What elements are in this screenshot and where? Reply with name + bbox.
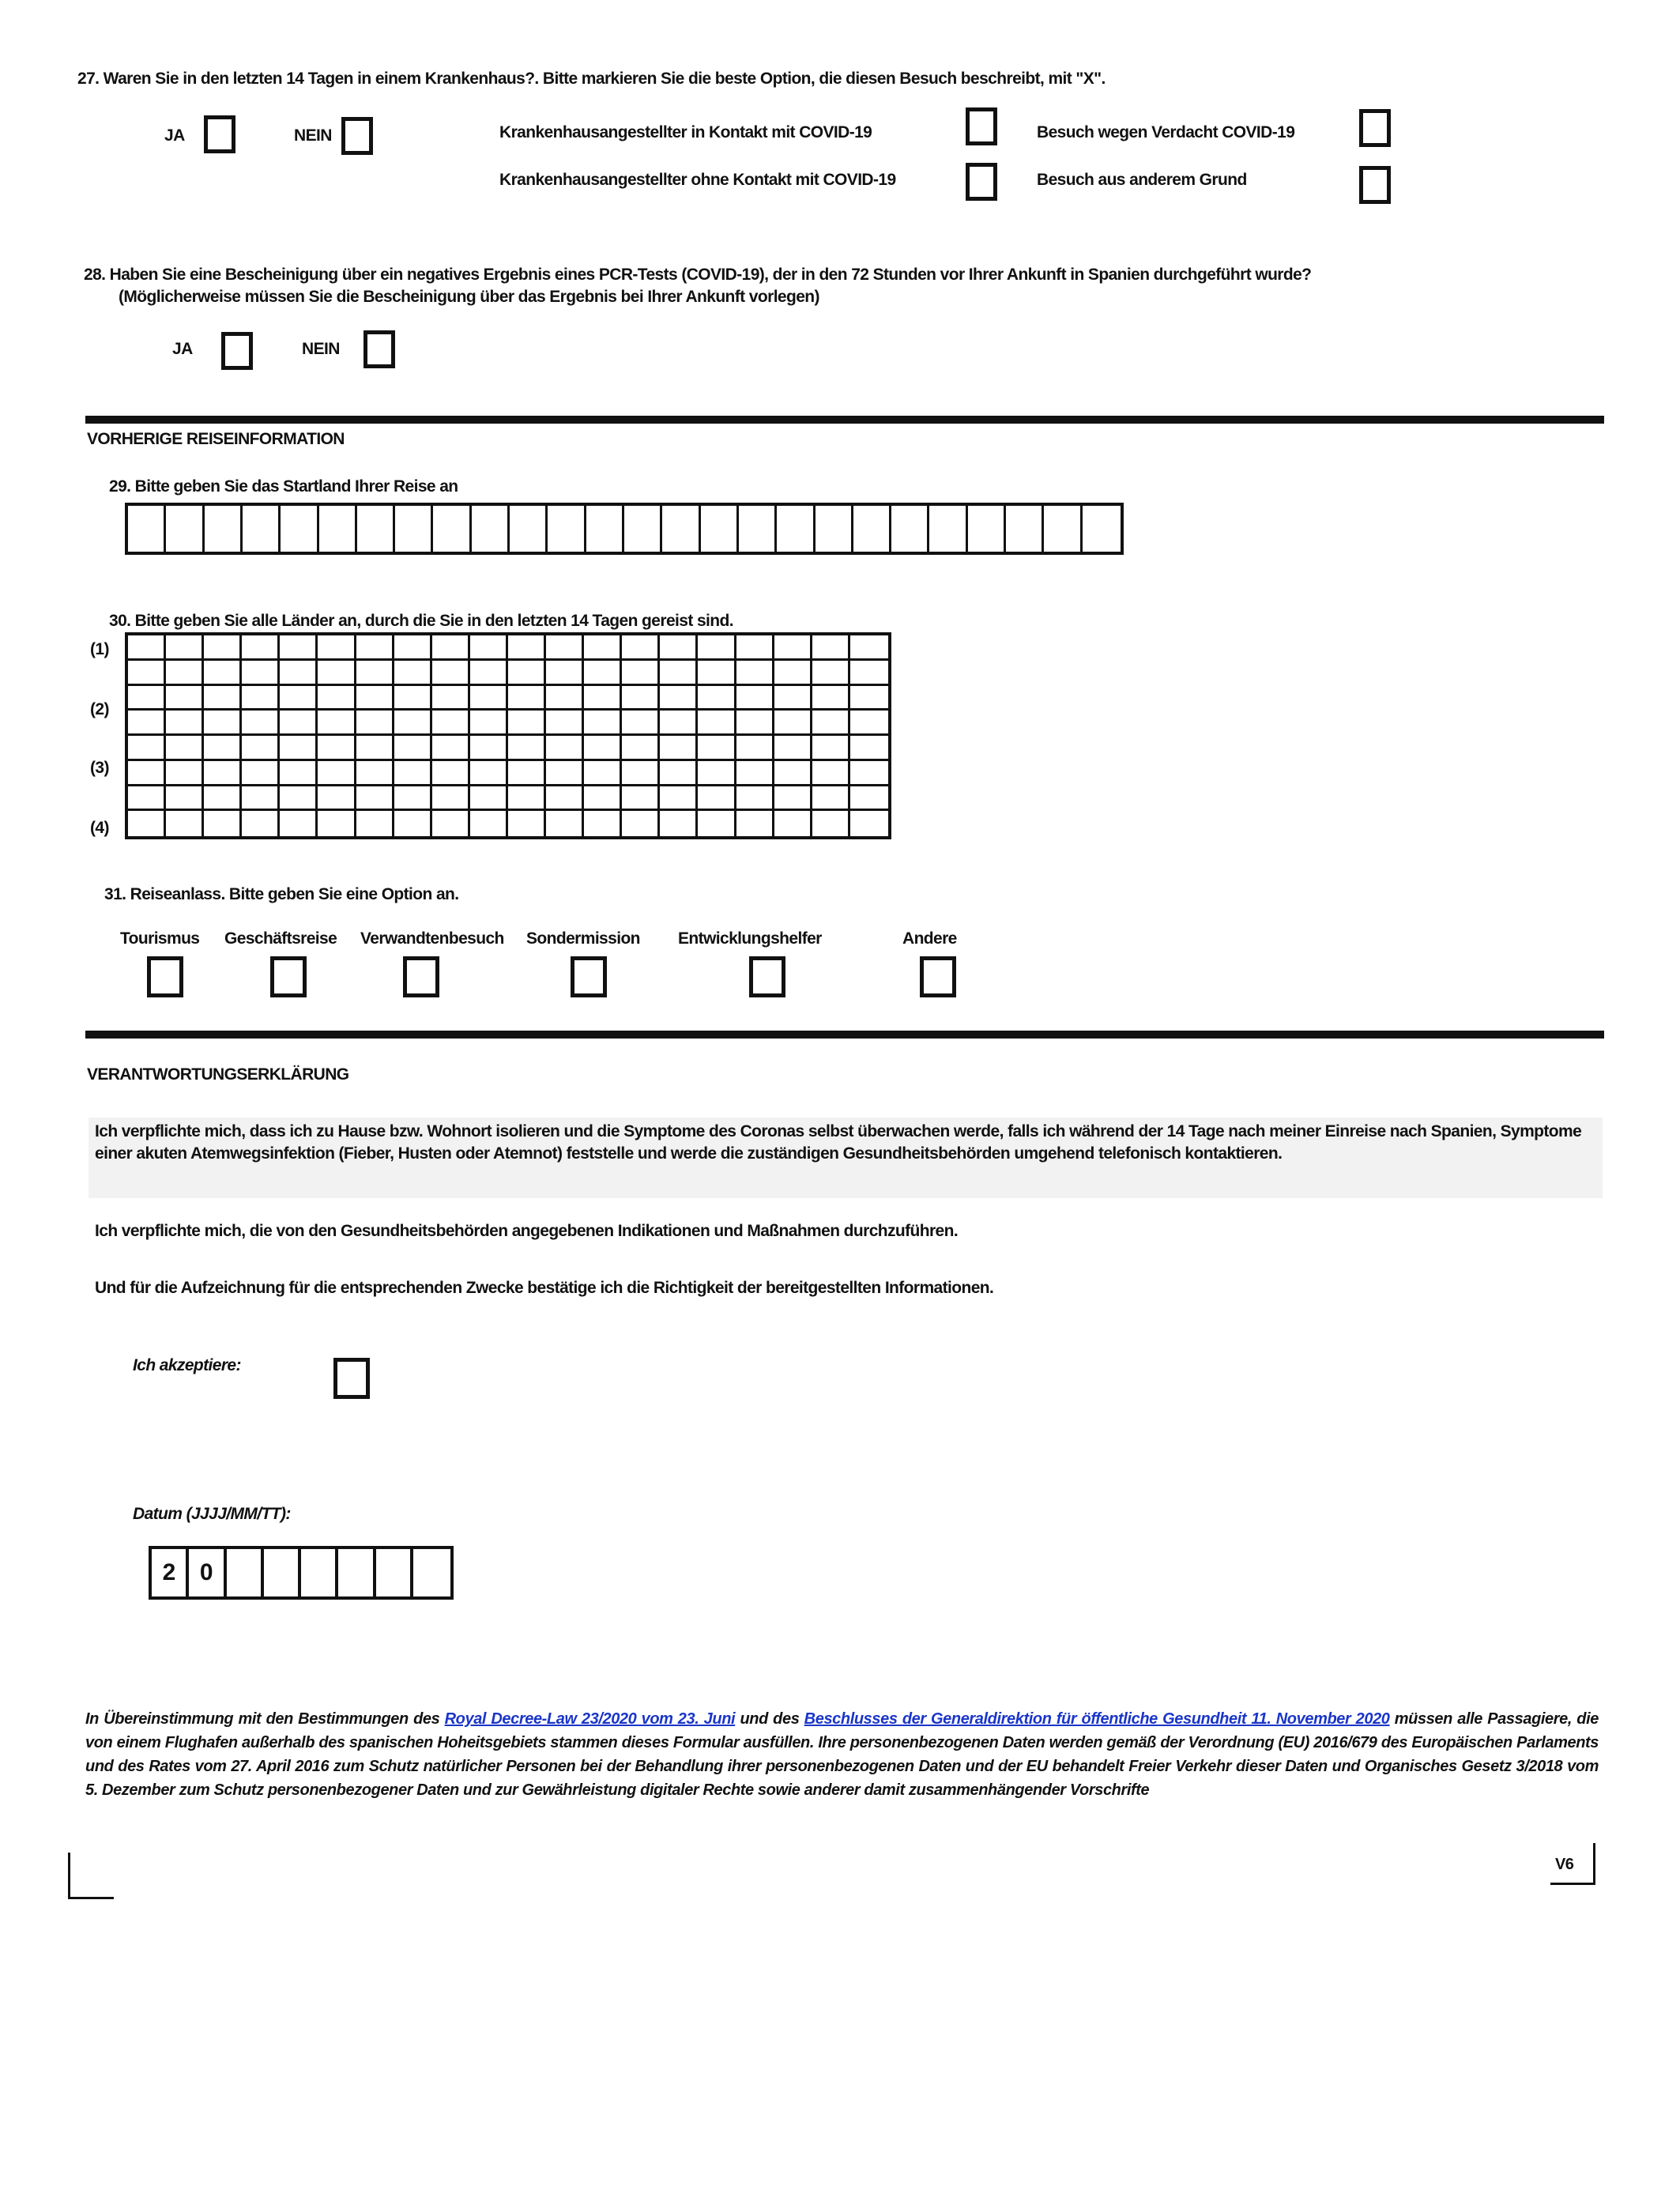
q31-option-entwicklungshelfer-checkbox[interactable]: [749, 956, 785, 997]
q28-nein-checkbox[interactable]: [363, 330, 395, 368]
grid-cell[interactable]: [356, 661, 394, 686]
grid-cell[interactable]: [166, 711, 204, 736]
grid-cell[interactable]: [660, 711, 698, 736]
grid-cell[interactable]: [166, 686, 204, 711]
grid-cell[interactable]: [356, 761, 394, 786]
date-digit-cell[interactable]: 2: [152, 1549, 189, 1596]
q30-row-label-3: (3): [90, 759, 109, 777]
grid-cell[interactable]: [624, 506, 662, 552]
grid-cell[interactable]: [736, 786, 774, 812]
grid-cell[interactable]: [736, 736, 774, 761]
grid-cell[interactable]: [204, 635, 242, 661]
grid-cell[interactable]: [586, 506, 624, 552]
grid-cell[interactable]: [470, 635, 508, 661]
q28-question: 28. Haben Sie eine Bescheinigung über ein negatives Ergebnis eines PCR-Tests (COVID-19), der in den 72 Stunden vor Ihrer Ankunft in Spanien durchgeführt wurde?: [84, 266, 1312, 284]
grid-cell[interactable]: [774, 736, 812, 761]
grid-cell[interactable]: [128, 761, 166, 786]
grid-cell[interactable]: [242, 661, 280, 686]
q27-nein-checkbox[interactable]: [341, 117, 373, 155]
grid-cell[interactable]: [395, 506, 433, 552]
date-input-grid[interactable]: [149, 1546, 454, 1600]
footer-text-post: müssen alle Passagiere, die von einem Flughafen außerhalb des spanischen Hoheitsgebiets stammen dieses Formular ausfüllen. Ihre personenbezogenen Daten werden gemäß der Verordnung (EU) 2016/679 des Europäischen Parlaments und des Rates vom 27. April 2016 zum Schutz natürlicher Personen bei der Behandlung ihrer personenbezogenen Daten und der EU behandelt Freier Verkehr dieser Daten und Organisches Gesetz 3/2018 vom 5. Dezember zum Schutz personenbezogener Daten und zur Gewährleistung digitaler Rechte sowie anderer damit zusammenhängender Vorschrifte: [85, 1710, 1599, 1799]
grid-cell[interactable]: [318, 635, 356, 661]
grid-cell[interactable]: [774, 711, 812, 736]
grid-cell[interactable]: [622, 786, 660, 812]
grid-cell[interactable]: [660, 786, 698, 812]
q27-opt-visit-suspected-label: Besuch wegen Verdacht COVID-19: [1037, 123, 1295, 141]
grid-cell[interactable]: [281, 506, 318, 552]
grid-cell[interactable]: [812, 661, 850, 686]
grid-cell[interactable]: [394, 761, 432, 786]
grid-cell[interactable]: [166, 736, 204, 761]
grid-cell[interactable]: [510, 506, 548, 552]
grid-cell[interactable]: [242, 811, 280, 836]
grid-cell[interactable]: [128, 711, 166, 736]
grid-cell[interactable]: [394, 711, 432, 736]
grid-cell[interactable]: [432, 761, 470, 786]
grid-cell[interactable]: [736, 711, 774, 736]
date-digit-cell[interactable]: [338, 1549, 375, 1596]
grid-cell[interactable]: [774, 811, 812, 836]
q28-ja-checkbox[interactable]: [221, 332, 253, 370]
grid-cell[interactable]: [622, 635, 660, 661]
q27-ja-checkbox[interactable]: [204, 115, 235, 153]
grid-cell[interactable]: [584, 635, 622, 661]
grid-cell[interactable]: [622, 761, 660, 786]
grid-cell[interactable]: [660, 761, 698, 786]
grid-cell[interactable]: [1083, 506, 1121, 552]
grid-cell[interactable]: [432, 811, 470, 836]
q27-opt-staff-no-contact-checkbox[interactable]: [966, 163, 997, 201]
grid-cell[interactable]: [280, 661, 318, 686]
q30-question: 30. Bitte geben Sie alle Länder an, durch die Sie in den letzten 14 Tagen gereist sind.: [109, 612, 733, 630]
q31-option-tourismus-label: Tourismus: [120, 929, 200, 948]
grid-cell[interactable]: [204, 761, 242, 786]
grid-cell[interactable]: [546, 761, 584, 786]
q27-ja-label: JA: [164, 126, 185, 145]
grid-cell[interactable]: [166, 761, 204, 786]
grid-cell[interactable]: [584, 661, 622, 686]
grid-cell[interactable]: [736, 761, 774, 786]
grid-cell[interactable]: [242, 761, 280, 786]
declaration-paragraph-2: Ich verpflichte mich, die von den Gesundheitsbehörden angegebenen Indikationen und Maßnahmen durchzuführen.: [95, 1222, 959, 1240]
grid-cell[interactable]: [774, 635, 812, 661]
grid-cell[interactable]: [546, 661, 584, 686]
grid-cell[interactable]: [698, 811, 736, 836]
q31-option-verwandtenbesuch-checkbox[interactable]: [403, 956, 439, 997]
grid-cell[interactable]: [242, 635, 280, 661]
q27-opt-visit-other-checkbox[interactable]: [1359, 166, 1391, 204]
grid-cell[interactable]: [968, 506, 1006, 552]
grid-cell[interactable]: [280, 686, 318, 711]
grid-cell[interactable]: [204, 786, 242, 812]
grid-cell[interactable]: [242, 686, 280, 711]
q31-option-tourismus-checkbox[interactable]: [147, 956, 183, 997]
grid-cell[interactable]: [698, 761, 736, 786]
grid-cell[interactable]: [204, 736, 242, 761]
grid-cell[interactable]: [432, 635, 470, 661]
declaration-paragraph-3: Und für die Aufzeichnung für die entsprechenden Zwecke bestätige ich die Richtigkeit der bereitgestellten Informationen.: [95, 1279, 994, 1297]
grid-cell[interactable]: [584, 686, 622, 711]
royal-decree-link[interactable]: Royal Decree-Law 23/2020 vom 23. Juni: [444, 1710, 736, 1728]
q27-question: 27. Waren Sie in den letzten 14 Tagen in einem Krankenhaus?. Bitte markieren Sie die beste Option, die diesen Besuch beschreibt, mit "X".: [77, 70, 1106, 88]
grid-cell[interactable]: [356, 711, 394, 736]
grid-cell[interactable]: [508, 811, 546, 836]
grid-cell[interactable]: [470, 786, 508, 812]
grid-cell[interactable]: [548, 506, 586, 552]
grid-cell[interactable]: [394, 786, 432, 812]
grid-cell[interactable]: [128, 506, 166, 552]
grid-cell[interactable]: [242, 711, 280, 736]
grid-cell[interactable]: [850, 761, 888, 786]
grid-cell[interactable]: [357, 506, 395, 552]
grid-cell[interactable]: [584, 761, 622, 786]
q30-row-label-2: (2): [90, 700, 109, 718]
grid-cell[interactable]: [432, 661, 470, 686]
grid-cell[interactable]: [660, 661, 698, 686]
grid-cell[interactable]: [774, 686, 812, 711]
grid-cell[interactable]: [470, 661, 508, 686]
grid-cell[interactable]: [128, 661, 166, 686]
grid-cell[interactable]: [812, 761, 850, 786]
footer-text-pre: In Übereinstimmung mit den Bestimmungen des: [85, 1710, 445, 1728]
grid-cell[interactable]: [546, 736, 584, 761]
grid-cell[interactable]: [508, 661, 546, 686]
grid-cell[interactable]: [472, 506, 510, 552]
version-label: V6: [1555, 1856, 1574, 1873]
section-divider: [85, 1031, 1604, 1039]
q27-opt-visit-other-label: Besuch aus anderem Grund: [1037, 171, 1247, 189]
grid-cell[interactable]: [243, 506, 281, 552]
grid-cell[interactable]: [850, 661, 888, 686]
grid-cell[interactable]: [470, 711, 508, 736]
q28-nein-label: NEIN: [302, 340, 340, 358]
grid-cell[interactable]: [470, 761, 508, 786]
date-digit-cell[interactable]: [413, 1549, 450, 1596]
date-label: Datum (JJJJ/MM/TT):: [133, 1505, 291, 1523]
grid-cell[interactable]: [736, 635, 774, 661]
corner-mark-left-vertical: [68, 1853, 70, 1898]
grid-cell[interactable]: [812, 711, 850, 736]
q28-note: (Möglicherweise müssen Sie die Bescheinigung über das Ergebnis bei Ihrer Ankunft vorlegen): [119, 288, 819, 306]
grid-cell[interactable]: [546, 811, 584, 836]
grid-cell[interactable]: [698, 786, 736, 812]
grid-cell[interactable]: [318, 761, 356, 786]
grid-cell[interactable]: [318, 661, 356, 686]
corner-mark-left-horizontal: [68, 1897, 114, 1899]
grid-cell[interactable]: [204, 686, 242, 711]
grid-cell[interactable]: [891, 506, 929, 552]
q31-option-andere-checkbox[interactable]: [920, 956, 956, 997]
grid-cell[interactable]: [432, 736, 470, 761]
grid-cell[interactable]: [546, 711, 584, 736]
grid-cell[interactable]: [816, 506, 853, 552]
footer-text-mid: und des: [735, 1710, 804, 1728]
grid-cell[interactable]: [929, 506, 967, 552]
grid-cell[interactable]: [622, 661, 660, 686]
section-declaration-title: VERANTWORTUNGSERKLÄRUNG: [87, 1065, 349, 1084]
grid-cell[interactable]: [584, 786, 622, 812]
q27-nein-label: NEIN: [294, 126, 332, 145]
grid-cell[interactable]: [1044, 506, 1082, 552]
grid-cell[interactable]: [546, 786, 584, 812]
grid-cell[interactable]: [698, 736, 736, 761]
date-digit-cell[interactable]: [227, 1549, 264, 1596]
grid-cell[interactable]: [318, 786, 356, 812]
q27-opt-visit-suspected-checkbox[interactable]: [1359, 109, 1391, 147]
grid-cell[interactable]: [508, 635, 546, 661]
grid-cell[interactable]: [128, 686, 166, 711]
grid-cell[interactable]: [812, 635, 850, 661]
grid-cell[interactable]: [508, 761, 546, 786]
grid-cell[interactable]: [204, 661, 242, 686]
grid-cell[interactable]: [701, 506, 739, 552]
grid-cell[interactable]: [739, 506, 777, 552]
grid-cell[interactable]: [205, 506, 243, 552]
grid-cell[interactable]: [850, 811, 888, 836]
grid-cell[interactable]: [394, 635, 432, 661]
grid-cell[interactable]: [356, 686, 394, 711]
grid-cell[interactable]: [508, 711, 546, 736]
grid-cell[interactable]: [850, 635, 888, 661]
grid-cell[interactable]: [698, 686, 736, 711]
grid-cell[interactable]: [128, 635, 166, 661]
grid-cell[interactable]: [433, 506, 471, 552]
grid-cell[interactable]: [356, 736, 394, 761]
grid-cell[interactable]: [356, 811, 394, 836]
accept-label: Ich akzeptiere:: [133, 1356, 241, 1374]
q30-row-label-1: (1): [90, 640, 109, 658]
grid-cell[interactable]: [432, 786, 470, 812]
q31-option-sondermission-checkbox[interactable]: [571, 956, 607, 997]
grid-cell[interactable]: [128, 811, 166, 836]
grid-cell[interactable]: [166, 661, 204, 686]
grid-cell[interactable]: [508, 786, 546, 812]
q31-option-verwandtenbesuch-label: Verwandtenbesuch: [360, 929, 504, 948]
declaration-paragraph-1: Ich verpflichte mich, dass ich zu Hause bzw. Wohnort isolieren und die Symptome des Coronas selbst überwachen werde, falls ich während der 14 Tage nach meiner Einreise nach Spanien, Symptome einer akuten Atemwegsinfektion (Fieber, Husten oder Atemnot) feststelle und werde die zuständigen Gesundheitsbehörden umgehend telefonisch kontaktieren.: [89, 1118, 1603, 1198]
grid-cell[interactable]: [394, 661, 432, 686]
q27-opt-staff-contact-checkbox[interactable]: [966, 107, 997, 145]
grid-cell[interactable]: [660, 635, 698, 661]
grid-cell[interactable]: [242, 786, 280, 812]
date-digit-cell[interactable]: [301, 1549, 338, 1596]
grid-cell[interactable]: [318, 736, 356, 761]
grid-cell[interactable]: [432, 686, 470, 711]
q27-opt-staff-no-contact-label: Krankenhausangestellter ohne Kontakt mit COVID-19: [499, 171, 896, 189]
grid-cell[interactable]: [660, 811, 698, 836]
grid-cell[interactable]: [280, 761, 318, 786]
date-digit-cell[interactable]: [264, 1549, 301, 1596]
grid-cell[interactable]: [622, 711, 660, 736]
date-digit-cell[interactable]: [376, 1549, 413, 1596]
q31-option-entwicklungshelfer-label: Entwicklungshelfer: [678, 929, 822, 948]
q31-question: 31. Reiseanlass. Bitte geben Sie eine Option an.: [104, 885, 459, 903]
grid-cell[interactable]: [736, 686, 774, 711]
grid-cell[interactable]: [166, 811, 204, 836]
date-digit-cell[interactable]: 0: [189, 1549, 226, 1596]
grid-cell[interactable]: [508, 736, 546, 761]
grid-cell[interactable]: [812, 811, 850, 836]
q31-option-andere-label: Andere: [902, 929, 957, 948]
q27-opt-staff-contact-label: Krankenhausangestellter in Kontakt mit COVID-19: [499, 123, 872, 141]
q30-countries-input-grid[interactable]: [125, 632, 891, 839]
grid-cell[interactable]: [128, 786, 166, 812]
q31-option-geschaeftsreise-checkbox[interactable]: [270, 956, 307, 997]
grid-cell[interactable]: [546, 686, 584, 711]
grid-cell[interactable]: [660, 736, 698, 761]
grid-cell[interactable]: [242, 736, 280, 761]
grid-cell[interactable]: [318, 686, 356, 711]
grid-cell[interactable]: [812, 736, 850, 761]
grid-cell[interactable]: [470, 811, 508, 836]
section-divider: [85, 416, 1604, 424]
grid-cell[interactable]: [204, 811, 242, 836]
corner-mark-right-vertical: [1593, 1843, 1595, 1884]
corner-mark-right-horizontal: [1550, 1883, 1595, 1885]
grid-cell[interactable]: [774, 786, 812, 812]
grid-cell[interactable]: [622, 736, 660, 761]
grid-cell[interactable]: [698, 711, 736, 736]
grid-cell[interactable]: [774, 761, 812, 786]
grid-cell[interactable]: [850, 786, 888, 812]
grid-cell[interactable]: [470, 686, 508, 711]
grid-cell[interactable]: [812, 686, 850, 711]
q31-option-geschaeftsreise-label: Geschäftsreise: [224, 929, 337, 948]
grid-cell[interactable]: [166, 635, 204, 661]
grid-cell[interactable]: [508, 686, 546, 711]
grid-cell[interactable]: [584, 736, 622, 761]
grid-cell[interactable]: [394, 736, 432, 761]
grid-cell[interactable]: [319, 506, 357, 552]
grid-cell[interactable]: [204, 711, 242, 736]
grid-cell[interactable]: [318, 711, 356, 736]
grid-cell[interactable]: [584, 811, 622, 836]
grid-cell[interactable]: [280, 711, 318, 736]
grid-cell[interactable]: [774, 661, 812, 686]
grid-cell[interactable]: [356, 635, 394, 661]
grid-cell[interactable]: [622, 686, 660, 711]
grid-cell[interactable]: [470, 736, 508, 761]
grid-cell[interactable]: [318, 811, 356, 836]
grid-cell[interactable]: [128, 736, 166, 761]
grid-cell[interactable]: [850, 686, 888, 711]
q28-ja-label: JA: [172, 340, 193, 358]
grid-cell[interactable]: [736, 661, 774, 686]
grid-cell[interactable]: [736, 811, 774, 836]
grid-cell[interactable]: [546, 635, 584, 661]
grid-cell[interactable]: [280, 736, 318, 761]
q30-row-label-4: (4): [90, 819, 109, 837]
grid-cell[interactable]: [166, 786, 204, 812]
grid-cell[interactable]: [812, 786, 850, 812]
grid-cell[interactable]: [698, 661, 736, 686]
grid-cell[interactable]: [394, 686, 432, 711]
grid-cell[interactable]: [166, 506, 204, 552]
grid-cell[interactable]: [853, 506, 891, 552]
grid-cell[interactable]: [584, 711, 622, 736]
grid-cell[interactable]: [660, 686, 698, 711]
accept-checkbox[interactable]: [333, 1358, 370, 1399]
grid-cell[interactable]: [280, 811, 318, 836]
grid-cell[interactable]: [777, 506, 815, 552]
grid-cell[interactable]: [850, 736, 888, 761]
q29-question: 29. Bitte geben Sie das Startland Ihrer Reise an: [109, 477, 458, 496]
resolution-link[interactable]: Beschlusses der Generaldirektion für öffentliche Gesundheit 11. November 2020: [804, 1710, 1390, 1728]
q31-option-sondermission-label: Sondermission: [526, 929, 640, 948]
grid-cell[interactable]: [394, 811, 432, 836]
grid-cell[interactable]: [1006, 506, 1044, 552]
legal-footer: [85, 1707, 1599, 1802]
grid-cell[interactable]: [356, 786, 394, 812]
grid-cell[interactable]: [280, 635, 318, 661]
grid-cell[interactable]: [662, 506, 700, 552]
section-prev-travel-title: VORHERIGE REISEINFORMATION: [87, 430, 345, 448]
grid-cell[interactable]: [432, 711, 470, 736]
grid-cell[interactable]: [698, 635, 736, 661]
grid-cell[interactable]: [280, 786, 318, 812]
grid-cell[interactable]: [622, 811, 660, 836]
q29-country-input-grid[interactable]: [125, 503, 1124, 555]
grid-cell[interactable]: [850, 711, 888, 736]
